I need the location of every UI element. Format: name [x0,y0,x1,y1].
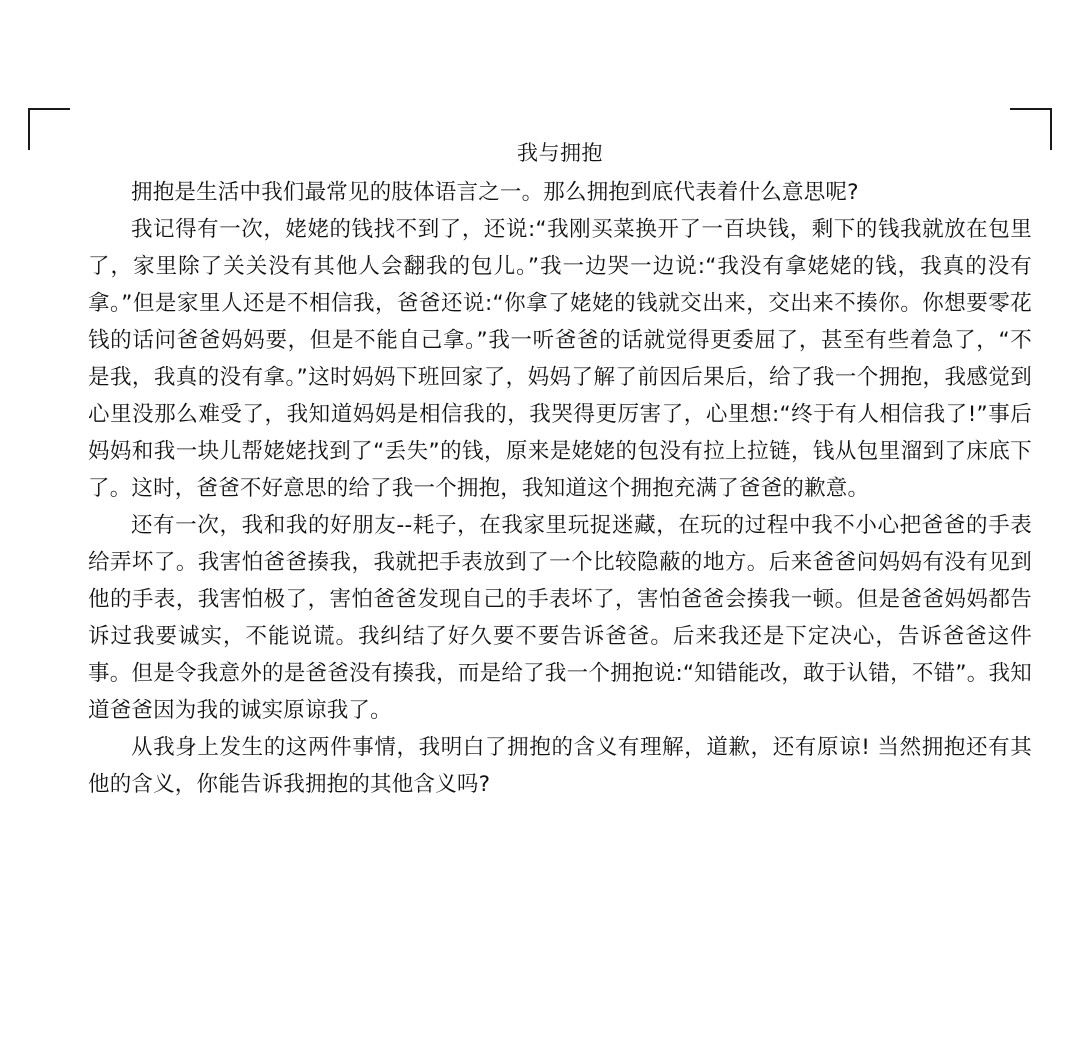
document-body [88,138,1032,803]
crop-mark-top-left [28,108,70,150]
paragraph-4: 从我身上发生的这两件事情，我明白了拥抱的含义有理解，道歉，还有原谅! 当然拥抱还有其他的含义，你能告诉我拥抱的其他含义吗? [88,734,1032,797]
document-title: 我与拥抱 [517,141,603,165]
paragraph-2: 我记得有一次，姥姥的钱找不到了，还说:“我刚买菜换开了一百块钱，剩下的钱我就放在包里了，家里除了关关没有其他人会翻我的包儿。”我一边哭一边说:“我没有拿姥姥的钱，我真的没有拿。”但是家里人还是不相信我，爸爸还说:“你拿了姥姥的钱就交出来，交出来不揍你。你想要零花钱的话问爸爸妈妈要，但是不能自己拿。”我一听爸爸的话就觉得更委屈了，甚至有些着急了，“不是我，我真的没有拿。”这时妈妈下班回家了，妈妈了解了前因后果后，给了我一个拥抱，我感觉到心里没那么难受了，我知道妈妈是相信我的，我哭得更厉害了，心里想:“终于有人相信我了!”事后妈妈和我一块儿帮姥姥找到了“丢失”的钱，原来是姥姥的包没有拉上拉链，钱从包里溜到了床底下了。这时，爸爸不好意思的给了我一个拥抱，我知道这个拥抱充满了爸爸的歉意。 [88,216,1032,501]
paragraph-3: 还有一次，我和我的好朋友--耗子，在我家里玩捉迷藏，在玩的过程中我不小心把爸爸的手表给弄坏了。我害怕爸爸揍我，我就把手表放到了一个比较隐蔽的地方。后来爸爸问妈妈有没有见到他的手表，我害怕极了，害怕爸爸发现自己的手表坏了，害怕爸爸会揍我一顿。但是爸爸妈妈都告诉过我要诚实，不能说谎。我纠结了好久要不要告诉爸爸。后来我还是下定决心，告诉爸爸这件事。但是令我意外的是爸爸没有揍我，而是给了我一个拥抱说:“知错能改，敢于认错，不错”。我知道爸爸因为我的诚实原谅我了。 [88,512,1032,723]
paragraph-1: 拥抱是生活中我们最常见的肢体语言之一。那么拥抱到底代表着什么意思呢? [131,179,859,205]
